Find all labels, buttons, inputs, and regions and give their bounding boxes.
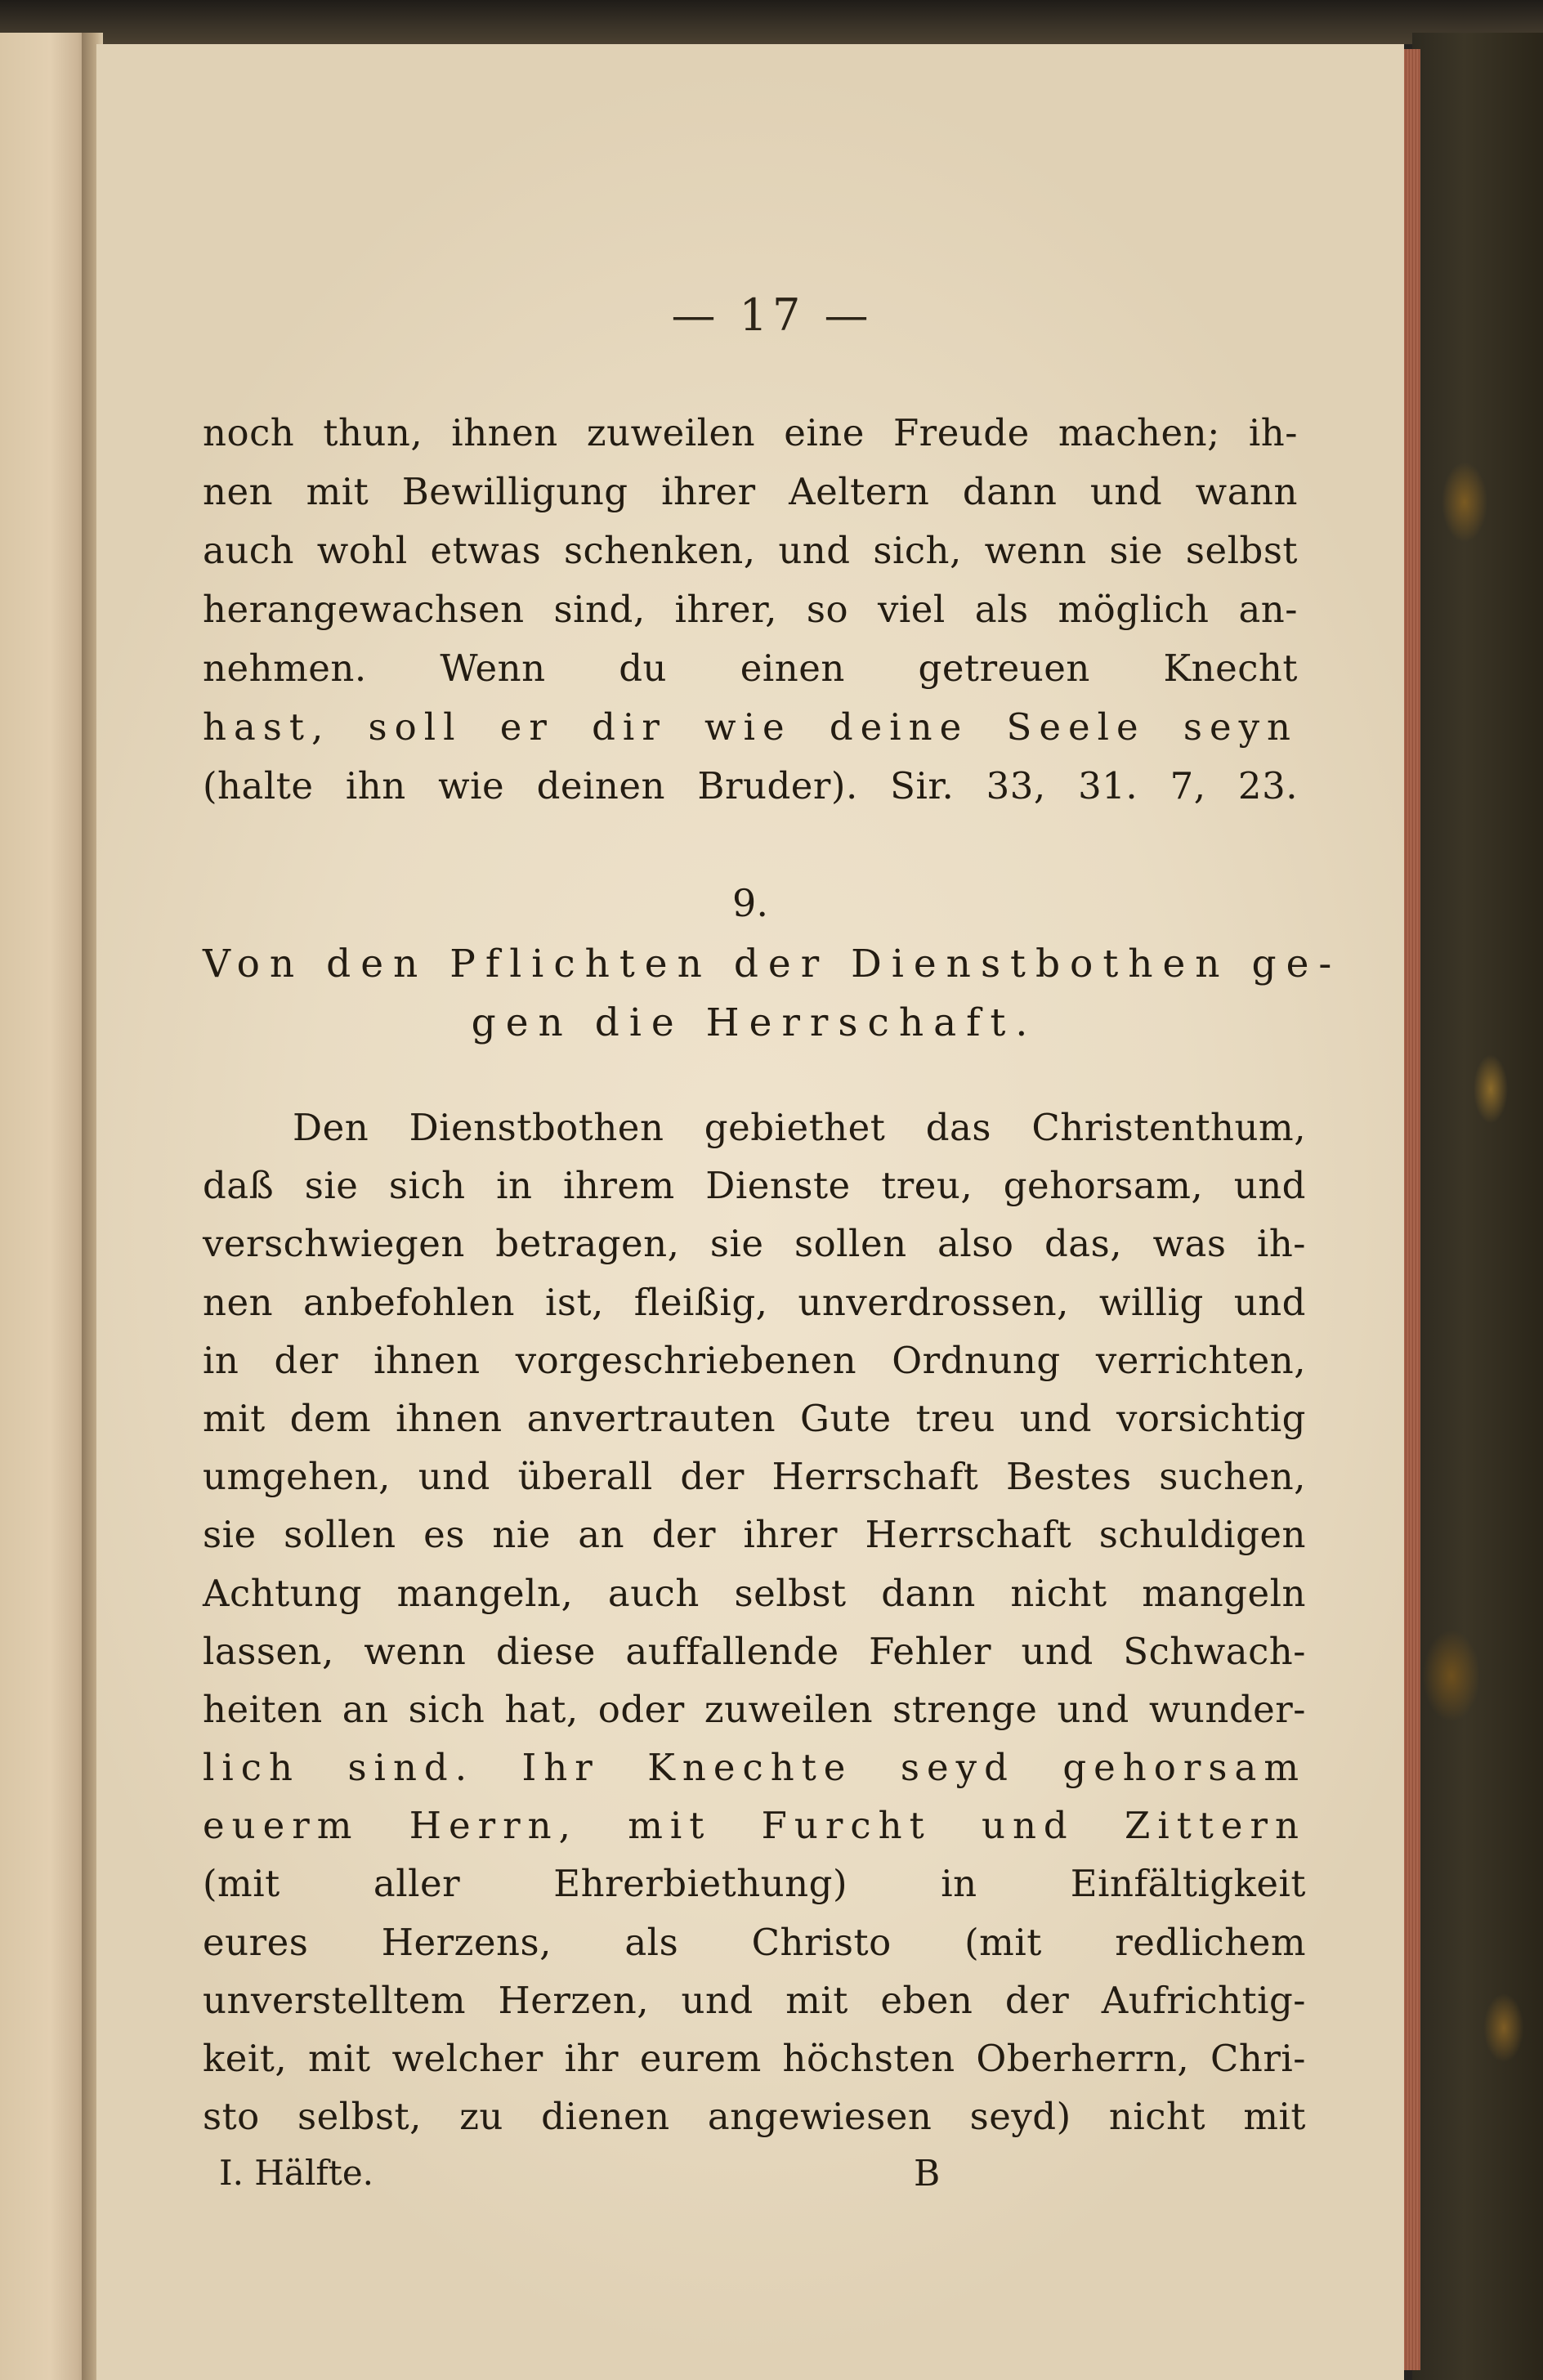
text-line: sie sollen es nie an der ihrer Herrschaft schuldigen — [203, 1513, 1306, 1557]
text-line: lich sind. Ihr Knechte seyd gehorsam — [203, 1746, 1306, 1790]
text-line: keit, mit welcher ihr eurem höchsten Oberherrn, Chri- — [203, 2037, 1306, 2080]
text-line: heiten an sich hat, oder zuweilen strenge und wunder- — [203, 1687, 1306, 1731]
text-line: nen mit Bewilligung ihrer Aeltern dann und wann — [203, 470, 1298, 513]
text-line: nen anbefohlen ist, fleißig, unverdrossen, willig und — [203, 1280, 1306, 1324]
text-line: in der ihnen vorgeschriebenen Ordnung verrichten, — [203, 1338, 1306, 1382]
text-line: umgehen, und überall der Herrschaft Bestes suchen, — [203, 1455, 1306, 1499]
text-line: (halte ihn wie deinen Bruder). Sir. 33, 31. 7, 23. — [203, 764, 1298, 808]
paragraph-main — [203, 1098, 1306, 2145]
text-line: mit dem ihnen anvertrauten Gute treu und vorsichtig — [203, 1396, 1306, 1440]
text-line: euerm Herrn, mit Furcht und Zittern — [203, 1804, 1306, 1848]
text-line: lassen, wenn diese auffallende Fehler und Schwach- — [203, 1629, 1306, 1673]
text-line: Den Dienstbothen gebiethet das Christenthum, — [293, 1106, 1306, 1149]
text-line: (mit aller Ehrerbiethung) in Einfältigkeit — [203, 1862, 1306, 1906]
section-title — [203, 935, 1342, 1053]
facing-page-edge — [0, 33, 92, 2380]
marbled-cover — [1412, 33, 1543, 2380]
text-line: eures Herzens, als Christo (mit redlichem — [203, 1920, 1306, 1964]
signature-mark: I. Hälfte. — [219, 2153, 374, 2193]
section-number: 9. — [732, 881, 768, 925]
text-line: hast, soll er dir wie deine Seele seyn — [203, 705, 1298, 749]
section-title-line: Von den Pflichten der Dienstbothen ge- — [203, 942, 1342, 986]
text-line: nehmen. Wenn du einen getreuen Knecht — [203, 646, 1298, 690]
gathering-mark: B — [914, 2153, 941, 2194]
section-title-line: gen die Herrschaft. — [471, 1000, 1038, 1045]
text-line: noch thun, ihnen zuweilen eine Freude machen; ih- — [203, 411, 1298, 454]
text-line: auch wohl etwas schenken, und sich, wenn sie selbst — [203, 529, 1298, 572]
paragraph-continuation — [203, 404, 1298, 816]
text-line: daß sie sich in ihrem Dienste treu, gehorsam, und — [203, 1164, 1306, 1208]
page-number: — 17 — — [671, 289, 874, 341]
text-line: herangewachsen sind, ihrer, so viel als möglich an- — [203, 588, 1298, 631]
text-line: verschwiegen betragen, sie sollen also das, was ih- — [203, 1222, 1306, 1266]
text-line: unverstelltem Herzen, und mit eben der Aufrichtig- — [203, 1978, 1306, 2022]
book-page — [96, 44, 1404, 2380]
text-line: Achtung mangeln, auch selbst dann nicht mangeln — [203, 1571, 1306, 1615]
text-line: sto selbst, zu dienen angewiesen seyd) nicht mit — [203, 2095, 1306, 2139]
top-shadow — [0, 0, 1543, 44]
